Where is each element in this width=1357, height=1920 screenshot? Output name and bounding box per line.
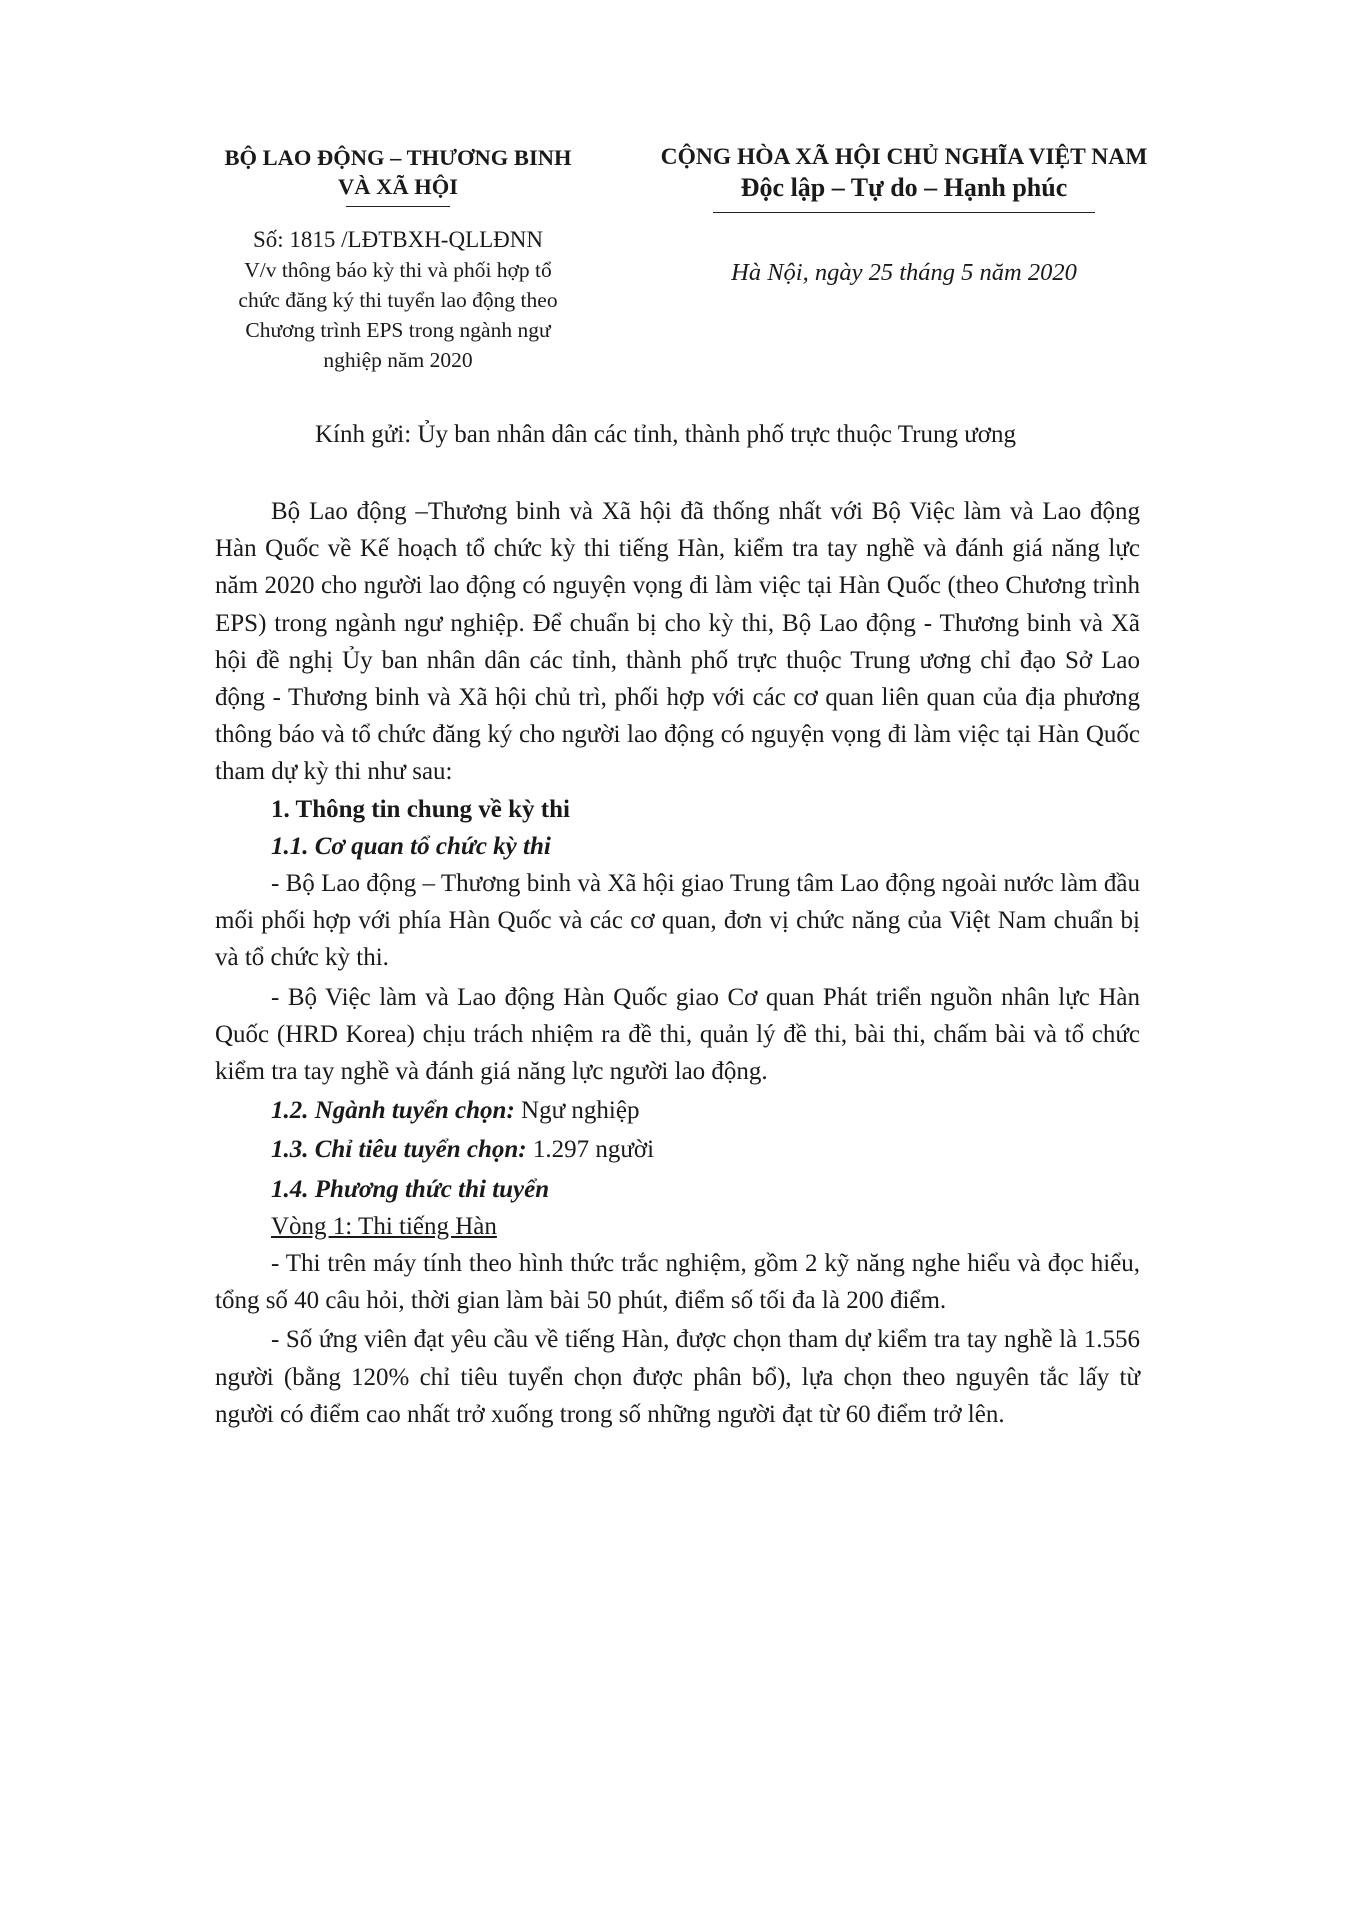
round-1-heading-line [215, 1208, 1140, 1245]
document-body [215, 493, 1140, 1433]
section-1-2-value: Ngư nghiệp [514, 1097, 640, 1125]
section-1-2-line [215, 1092, 1140, 1129]
national-motto: Độc lập – Tự do – Hạnh phúc [740, 173, 1068, 202]
section-1-1-heading: 1.1. Cơ quan tổ chức kỳ thi [271, 832, 551, 860]
subject-line2: chức đăng ký thi tuyển lao động theo [238, 288, 558, 312]
ministry-underline [346, 206, 450, 207]
ministry-name-line1: BỘ LAO ĐỘNG – THƯƠNG BINH [224, 145, 572, 170]
section-1-3-value: 1.297 người [526, 1136, 655, 1164]
round-1-paragraph-1: - Thi trên máy tính theo hình thức trắc nghiệm, gồm 2 kỹ năng nghe hiểu và đọc hiểu, tổng số 40 câu hỏi, thời gian làm bài 50 phút, điểm số tối đa là 200 điểm. [215, 1250, 1140, 1315]
issue-date: Hà Nội, ngày 25 tháng 5 năm 2020 [731, 259, 1077, 286]
ministry-name-line2: VÀ XÃ HỘI [337, 174, 458, 199]
subject-line4: nghiệp năm 2020 [323, 348, 473, 372]
round-1-heading: Vòng 1: Thi tiếng Hàn [271, 1212, 497, 1240]
section-1-1-paragraph-2: - Bộ Việc làm và Lao động Hàn Quốc giao Cơ quan Phát triển nguồn nhân lực Hàn Quốc (HRD Korea) chịu trách nhiệm ra đề thi, quản lý đề thi, bài thi, chấm bài và tổ chức kiểm tra tay nghề và đánh giá năng lực người lao động. [215, 983, 1140, 1086]
recipient-line: Kính gửi: Ủy ban nhân dân các tỉnh, thành phố trực thuộc Trung ương [315, 421, 1017, 448]
subject-line1: V/v thông báo kỳ thi và phối hợp tổ [244, 258, 552, 282]
country-name: CỘNG HÒA XÃ HỘI CHỦ NGHĨA VIỆT NAM [660, 144, 1148, 170]
section-1-2-label: 1.2. Ngành tuyển chọn: [271, 1097, 515, 1125]
document-number: Số: 1815 /LĐTBXH-QLLĐNN [252, 227, 544, 252]
section-1-3-label: 1.3. Chỉ tiêu tuyển chọn: [271, 1136, 527, 1164]
issuer-block [196, 143, 600, 374]
motto-underline [713, 212, 1095, 213]
section-1-3-line [215, 1131, 1140, 1168]
subject-line3: Chương trình EPS trong ngành ngư [245, 318, 551, 342]
section-1-4-heading: 1.4. Phương thức thi tuyển [271, 1175, 550, 1203]
section-1-heading: 1. Thông tin chung về kỳ thi [271, 795, 570, 823]
national-header [644, 143, 1164, 287]
section-1-1-paragraph-1: - Bộ Lao động – Thương binh và Xã hội giao Trung tâm Lao động ngoài nước làm đầu mối phối hợp với phía Hàn Quốc và các cơ quan, đơn vị chức năng của Việt Nam chuẩn bị và tổ chức kỳ thi. [215, 870, 1140, 972]
round-1-paragraph-2: - Số ứng viên đạt yêu cầu về tiếng Hàn, được chọn tham dự kiểm tra tay nghề là 1.556 người (bằng 120% chỉ tiêu tuyển chọn được phân bổ), lựa chọn theo nguyên tắc lấy từ người có điểm cao nhất trở xuống trong số những người đạt từ 60 điểm trở lên. [215, 1326, 1140, 1428]
intro-paragraph: Bộ Lao động –Thương binh và Xã hội đã thống nhất với Bộ Việc làm và Lao động Hàn Quốc về Kế hoạch tổ chức kỳ thi tiếng Hàn, kiểm tra tay nghề và đánh giá năng lực năm 2020 cho người lao động có nguyện vọng đi làm việc tại Hàn Quốc (theo Chương trình EPS) trong ngành ngư nghiệp. Để chuẩn bị cho kỳ thi, Bộ Lao động - Thương binh và Xã hội đề nghị Ủy ban nhân dân các tỉnh, thành phố trực thuộc Trung ương chỉ đạo Sở Lao động - Thương binh và Xã hội chủ trì, phối hợp với các cơ quan liên quan của địa phương thông báo và tổ chức đăng ký cho người lao động có nguyện vọng đi làm việc tại Hàn Quốc tham dự kỳ thi như sau: [215, 498, 1140, 786]
